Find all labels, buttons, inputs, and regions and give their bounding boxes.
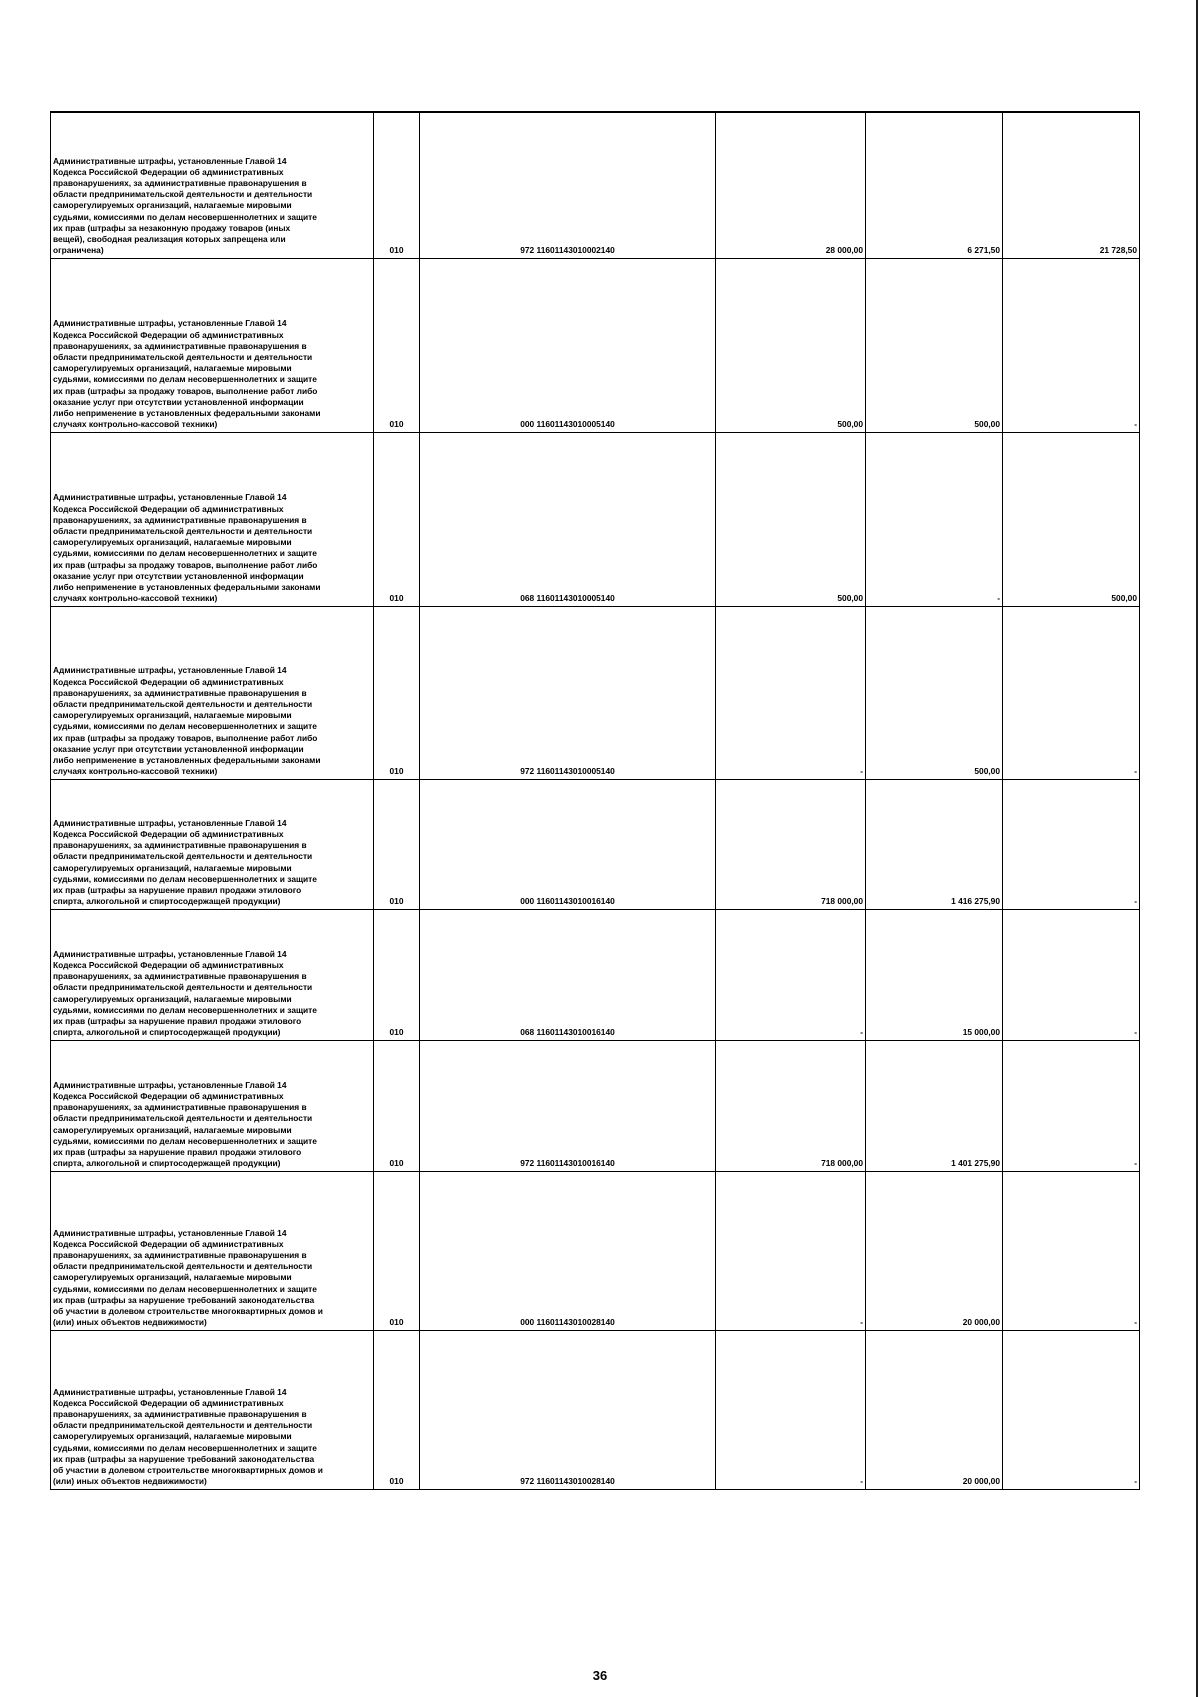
row-line-code: 010	[374, 258, 420, 432]
table-row	[51, 606, 1140, 779]
revenue-table	[50, 111, 1140, 1490]
row-kbk-code: 972 11601143010002140	[420, 112, 716, 258]
row-description-text: Административные штрафы, установленные Главой 14 Кодекса Российской Федерации об административных правонарушениях, за административные правонарушения в области предпринимательской деятельности и деятельности саморегулируемых организаций, налагаемые мировыми судьями, комиссиями по делам несовершеннолетних и защите их прав (штрафы за нарушение правил продажи этилового спирта, алкогольной и спиртосодержащей продукции)	[53, 948, 317, 1038]
row-kbk-code: 972 11601143010016140	[420, 1040, 716, 1171]
row-approved-amount: -	[716, 1330, 866, 1489]
row-description-text: Административные штрафы, установленные Главой 14 Кодекса Российской Федерации об административных правонарушениях, за административные правонарушения в области предпринимательской деятельности и деятельности саморегулируемых организаций, налагаемые мировыми судьями, комиссиями по делам несовершеннолетних и защите их прав (штрафы за нарушение правил продажи этилового спирта, алкогольной и спиртосодержащей продукции)	[53, 1079, 317, 1169]
row-description	[51, 909, 374, 1040]
row-kbk-code: 972 11601143010028140	[420, 1330, 716, 1489]
table-row	[51, 1171, 1140, 1330]
row-executed-amount: 20 000,00	[866, 1171, 1003, 1330]
row-unexecuted-amount: -	[1003, 606, 1140, 779]
row-executed-amount: -	[866, 432, 1003, 606]
row-description-text: Административные штрафы, установленные Главой 14 Кодекса Российской Федерации об административных правонарушениях, за административные правонарушения в области предпринимательской деятельности и деятельности саморегулируемых организаций, налагаемые мировыми судьями, комиссиями по делам несовершеннолетних и защите их прав (штрафы за нарушение требований законодательства об участии в долевом строительстве многоквартирных домов и (или) иных объектов недвижимости)	[53, 1227, 323, 1328]
row-executed-amount: 1 416 275,90	[866, 779, 1003, 909]
row-description-text: Административные штрафы, установленные Главой 14 Кодекса Российской Федерации об административных правонарушениях, за административные правонарушения в области предпринимательской деятельности и деятельности саморегулируемых организаций, налагаемые мировыми судьями, комиссиями по делам несовершеннолетних и защите их прав (штрафы за продажу товаров, выполнение работ либо оказание услуг при отсутствии установленной информации либо неприменение в установленных федеральными законами случаях контрольно-кассовой техники)	[53, 665, 321, 777]
row-approved-amount: -	[716, 606, 866, 779]
row-approved-amount: -	[716, 1171, 866, 1330]
table-row	[51, 909, 1140, 1040]
row-line-code: 010	[374, 1040, 420, 1171]
row-description-text: Административные штрафы, установленные Главой 14 Кодекса Российской Федерации об административных правонарушениях, за административные правонарушения в области предпринимательской деятельности и деятельности саморегулируемых организаций, налагаемые мировыми судьями, комиссиями по делам несовершеннолетних и защите их прав (штрафы за незаконную продажу товаров (иных вещей), свободная реализация которых запрещена или ограничена)	[53, 155, 317, 256]
row-approved-amount: 500,00	[716, 432, 866, 606]
row-kbk-code: 068 11601143010005140	[420, 432, 716, 606]
row-kbk-code: 000 11601143010005140	[420, 258, 716, 432]
row-line-code: 010	[374, 112, 420, 258]
row-kbk-code: 000 11601143010016140	[420, 779, 716, 909]
row-approved-amount: 28 000,00	[716, 112, 866, 258]
row-executed-amount: 500,00	[866, 258, 1003, 432]
row-approved-amount: 500,00	[716, 258, 866, 432]
row-description	[51, 432, 374, 606]
table-row	[51, 1040, 1140, 1171]
row-executed-amount: 20 000,00	[866, 1330, 1003, 1489]
row-approved-amount: 718 000,00	[716, 779, 866, 909]
page-number: 36	[592, 1668, 608, 1683]
row-unexecuted-amount: -	[1003, 258, 1140, 432]
row-description-text: Административные штрафы, установленные Главой 14 Кодекса Российской Федерации об административных правонарушениях, за административные правонарушения в области предпринимательской деятельности и деятельности саморегулируемых организаций, налагаемые мировыми судьями, комиссиями по делам несовершеннолетних и защите их прав (штрафы за нарушение требований законодательства об участии в долевом строительстве многоквартирных домов и (или) иных объектов недвижимости)	[53, 1386, 323, 1487]
row-kbk-code: 068 11601143010016140	[420, 909, 716, 1040]
row-approved-amount: 718 000,00	[716, 1040, 866, 1171]
row-unexecuted-amount: 500,00	[1003, 432, 1140, 606]
row-unexecuted-amount: -	[1003, 779, 1140, 909]
row-unexecuted-amount: -	[1003, 1040, 1140, 1171]
row-description	[51, 258, 374, 432]
row-kbk-code: 972 11601143010005140	[420, 606, 716, 779]
row-unexecuted-amount: -	[1003, 1330, 1140, 1489]
row-description-text: Административные штрафы, установленные Главой 14 Кодекса Российской Федерации об административных правонарушениях, за административные правонарушения в области предпринимательской деятельности и деятельности саморегулируемых организаций, налагаемые мировыми судьями, комиссиями по делам несовершеннолетних и защите их прав (штрафы за продажу товаров, выполнение работ либо оказание услуг при отсутствии установленной информации либо неприменение в установленных федеральными законами случаях контрольно-кассовой техники)	[53, 492, 321, 604]
row-unexecuted-amount: -	[1003, 1171, 1140, 1330]
row-line-code: 010	[374, 432, 420, 606]
row-description	[51, 1171, 374, 1330]
row-description-text: Административные штрафы, установленные Главой 14 Кодекса Российской Федерации об административных правонарушениях, за административные правонарушения в области предпринимательской деятельности и деятельности саморегулируемых организаций, налагаемые мировыми судьями, комиссиями по делам несовершеннолетних и защите их прав (штрафы за продажу товаров, выполнение работ либо оказание услуг при отсутствии установленной информации либо неприменение в установленных федеральными законами случаях контрольно-кассовой техники)	[53, 318, 321, 430]
row-line-code: 010	[374, 1171, 420, 1330]
table-row	[51, 432, 1140, 606]
row-description-text: Административные штрафы, установленные Главой 14 Кодекса Российской Федерации об административных правонарушениях, за административные правонарушения в области предпринимательской деятельности и деятельности саморегулируемых организаций, налагаемые мировыми судьями, комиссиями по делам несовершеннолетних и защите их прав (штрафы за нарушение правил продажи этилового спирта, алкогольной и спиртосодержащей продукции)	[53, 817, 317, 907]
row-unexecuted-amount: 21 728,50	[1003, 112, 1140, 258]
table-row	[51, 779, 1140, 909]
row-description	[51, 606, 374, 779]
row-line-code: 010	[374, 606, 420, 779]
row-kbk-code: 000 11601143010028140	[420, 1171, 716, 1330]
table-row	[51, 258, 1140, 432]
row-executed-amount: 500,00	[866, 606, 1003, 779]
row-description	[51, 1330, 374, 1489]
row-executed-amount: 15 000,00	[866, 909, 1003, 1040]
row-unexecuted-amount: -	[1003, 909, 1140, 1040]
table-row	[51, 1330, 1140, 1489]
row-description	[51, 112, 374, 258]
row-executed-amount: 6 271,50	[866, 112, 1003, 258]
row-approved-amount: -	[716, 909, 866, 1040]
row-description	[51, 779, 374, 909]
scan-page-edge	[1196, 0, 1198, 1697]
row-line-code: 010	[374, 1330, 420, 1489]
row-line-code: 010	[374, 909, 420, 1040]
row-description	[51, 1040, 374, 1171]
row-executed-amount: 1 401 275,90	[866, 1040, 1003, 1171]
table-row	[51, 112, 1140, 258]
row-line-code: 010	[374, 779, 420, 909]
